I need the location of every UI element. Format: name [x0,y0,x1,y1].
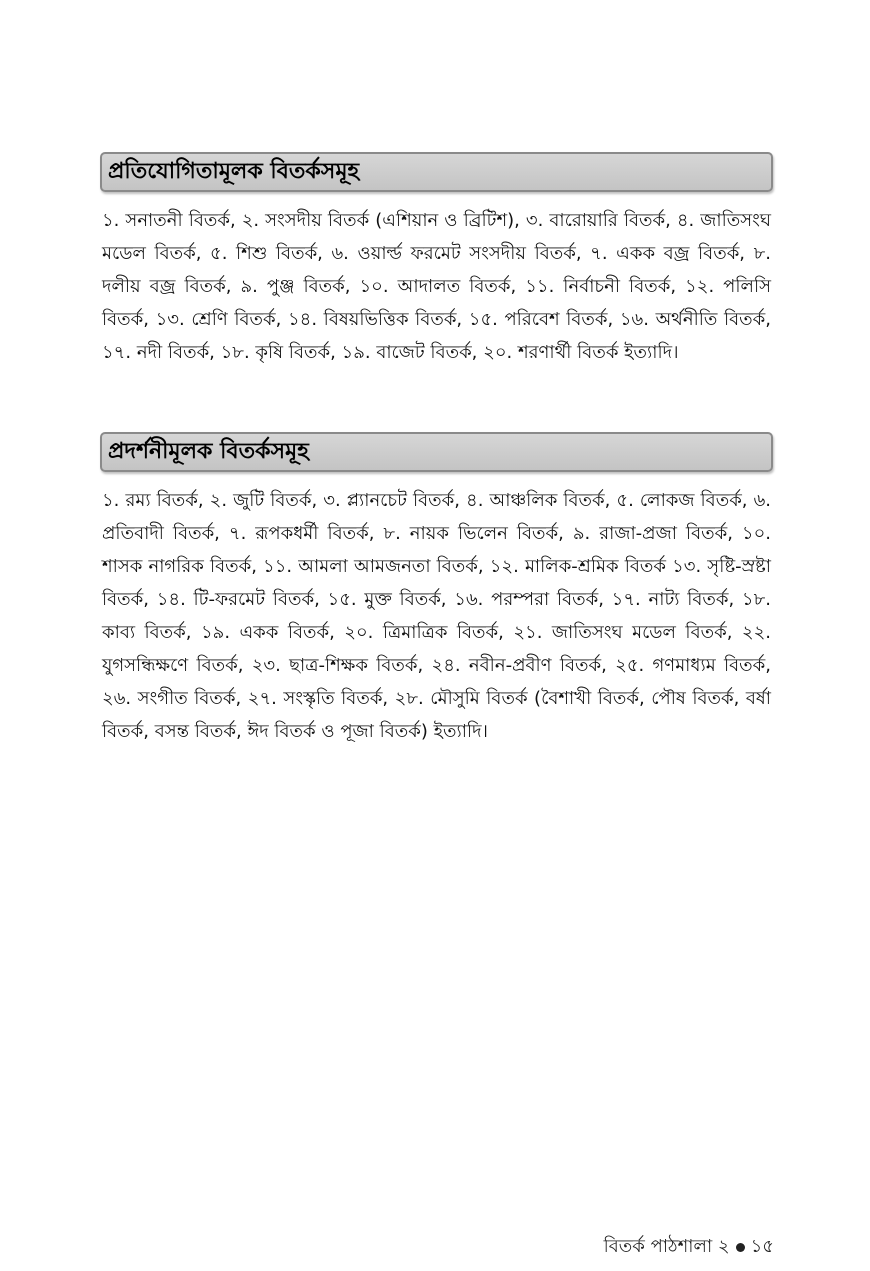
bullet-separator-icon [736,1243,745,1252]
competitive-debates-section [100,152,773,369]
section-body-text: ১. সনাতনী বিতর্ক, ২. সংসদীয় বিতর্ক (এশিয়ান ও ব্রিটিশ), ৩. বারোয়ারি বিতর্ক, ৪. জাতিসংঘ মডেল বিতর্ক, ৫. শিশু বিতর্ক, ৬. ওয়ার্ল্ড ফরমেট সংসদীয় বিতর্ক, ৭. একক বজ্র বিতর্ক, ৮. দলীয় বজ্র বিতর্ক, ৯. পুঞ্জ বিতর্ক, ১০. আদালত বিতর্ক, ১১. নির্বাচনী বিতর্ক, ১২. পলিসি বিতর্ক, ১৩. শ্রেণি বিতর্ক, ১৪. বিষয়ভিত্তিক বিতর্ক, ১৫. পরিবেশ বিতর্ক, ১৬. অর্থনীতি বিতর্ক, ১৭. নদী বিতর্ক, ১৮. কৃষি বিতর্ক, ১৯. বাজেট বিতর্ক, ২০. শরণার্থী বিতর্ক ইত্যাদি। [102,210,771,363]
page-footer [604,1232,774,1263]
footer-book-title: বিতর্ক পাঠশালা [603,1236,713,1257]
footer-page-number: ১৫ [750,1236,774,1257]
section-heading: প্রদর্শনীমূলক বিতর্কসমূহ [100,432,773,472]
footer-chapter-number: ২ [717,1236,730,1257]
section-body-text: ১. রম্য বিতর্ক, ২. জুটি বিতর্ক, ৩. প্ল্যানচেট বিতর্ক, ৪. আঞ্চলিক বিতর্ক, ৫. লোকজ বিতর্ক, ৬. প্রতিবাদী বিতর্ক, ৭. রূপকধর্মী বিতর্ক, ৮. নায়ক ভিলেন বিতর্ক, ৯. রাজা-প্রজা বিতর্ক, ১০. শাসক নাগরিক বিতর্ক, ১১. আমলা আমজনতা বিতর্ক, ১২. মালিক-শ্রমিক বিতর্ক ১৩. সৃষ্টি-স্রষ্টা বিতর্ক, ১৪. টি-ফরমেট বিতর্ক, ১৫. মুক্ত বিতর্ক, ১৬. পরম্পরা বিতর্ক, ১৭. নাট্য বিতর্ক, ১৮. কাব্য বিতর্ক, ১৯. একক বিতর্ক, ২০. ত্রিমাত্রিক বিতর্ক, ২১. জাতিসংঘ মডেল বিতর্ক, ২২. যুগসন্ধিক্ষণে বিতর্ক, ২৩. ছাত্র-শিক্ষক বিতর্ক, ২৪. নবীন-প্রবীণ বিতর্ক, ২৫. গণমাধ্যম বিতর্ক, ২৬. সংগীত বিতর্ক, ২৭. সংস্কৃতি বিতর্ক, ২৮. মৌসুমি বিতর্ক (বৈশাখী বিতর্ক, পৌষ বিতর্ক, বর্ষা বিতর্ক, বসন্ত বিতর্ক, ঈদ বিতর্ক ও পূজা বিতর্ক) ইত্যাদি। [102,490,771,742]
section-heading: প্রতিযোগিতামূলক বিতর্কসমূহ [100,152,773,192]
exhibition-debates-section [100,432,773,748]
